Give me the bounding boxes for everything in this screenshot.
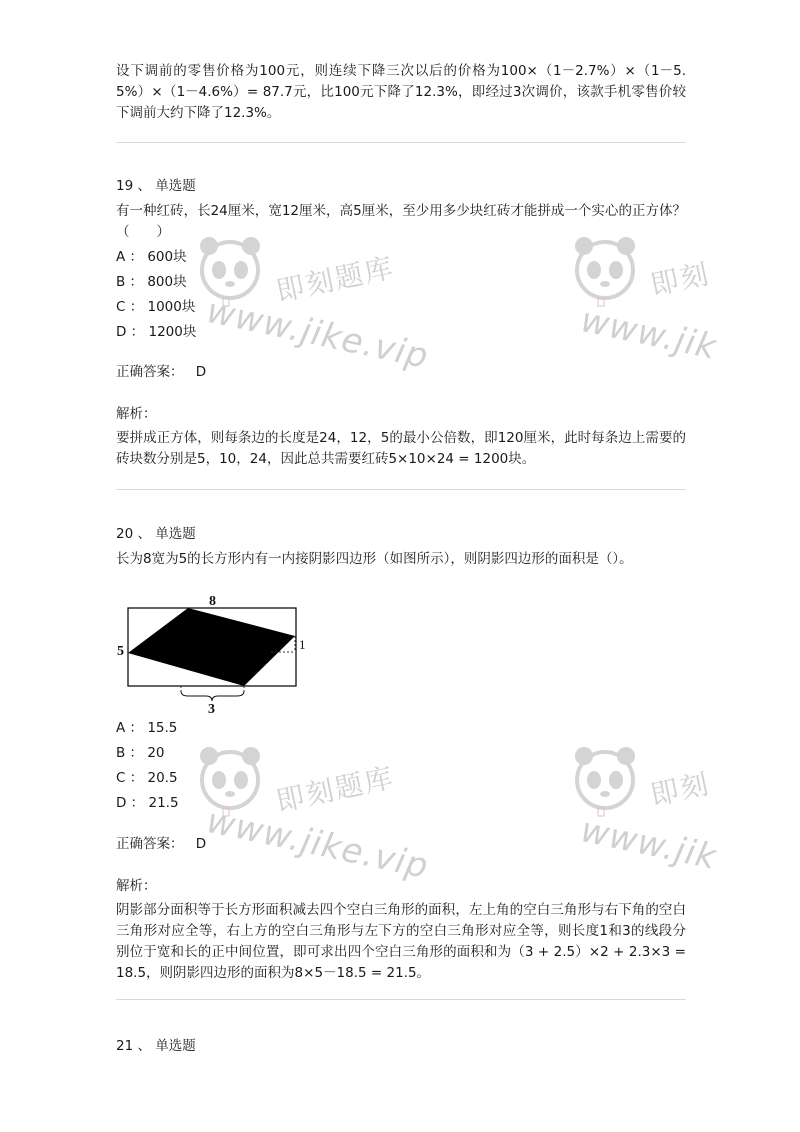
label-right: 1 (299, 637, 306, 652)
q19-answer (116, 362, 206, 382)
q19-header: 19 、 单选题 (116, 178, 196, 194)
watermark-cn-text: 即刻 (647, 767, 714, 812)
q20-option-b[interactable]: B ： 20 (116, 745, 165, 761)
watermark-1 (195, 232, 455, 382)
answer-value: D (195, 836, 207, 852)
q19-options (116, 247, 196, 347)
label-bottom: 3 (208, 702, 215, 717)
q19-option-a[interactable]: A ： 600块 (116, 249, 187, 265)
divider (116, 489, 686, 490)
answer-value: D (195, 364, 207, 380)
watermark-4 (570, 742, 800, 892)
bottom-brace (181, 691, 244, 701)
watermark-3 (195, 742, 455, 892)
divider (116, 142, 686, 143)
answer-label: 正确答案： (116, 836, 184, 852)
watermark-cn-text: 即刻 (647, 257, 714, 302)
q20-header: 20 、 单选题 (116, 526, 196, 542)
q20-analysis-label: 解析： (116, 878, 157, 894)
watermark-en-text: www.jik (577, 810, 721, 878)
answer-label: 正确答案： (116, 364, 184, 380)
q20-options (116, 718, 179, 818)
q20-option-c[interactable]: C ： 20.5 (116, 770, 178, 786)
panda-logo-icon (195, 742, 265, 822)
q20-analysis: 阴影部分面积等于长方形面积减去四个空白三角形的面积，左上角的空白三角形与右下角的空白三角形对应全等，右上方的空白三角形与左下方的空白三角形对应全等，则长度1和3的线段分别位于宽和长的正中间位置，即可求出四个空白三角形的面积和为（3 + 2.5）×2 + 2.3×3 = 18.5，则阴影四边形的面积为8×5－18.5 = 21.5。 (116, 902, 686, 981)
watermark-cn-text: 即刻题库 (273, 760, 398, 819)
label-top: 8 (209, 595, 216, 609)
watermark-en-text: www.jike.vip (203, 290, 433, 378)
q20-stem: 长为8宽为5的长方形内有一内接阴影四边形（如图所示），则阴影四边形的面积是（）。 (116, 551, 633, 567)
panda-logo-icon (195, 232, 265, 312)
q19-option-d[interactable]: D ： 1200块 (116, 324, 197, 340)
label-left: 5 (117, 644, 124, 659)
watermark-en-text: www.jik (577, 300, 721, 368)
q19-option-c[interactable]: C ： 1000块 (116, 299, 196, 315)
q21-header: 21 、 单选题 (116, 1038, 196, 1054)
q20-figure (116, 595, 316, 717)
watermark-cn-text: 即刻题库 (273, 250, 398, 309)
q19-analysis-label: 解析： (116, 406, 157, 422)
q19-analysis: 要拼成正方体，则每条边的长度是24，12，5的最小公倍数，即120厘米，此时每条边上需要的砖块数分别是5，10，24，因此总共需要红砖5×10×24 = 1200块。 (116, 430, 686, 467)
q18-analysis-tail: 设下调前的零售价格为100元，则连续下降三次以后的价格为100×（1－2.7%）×（1－5.5%）×（1－4.6%）= 87.7元，比100元下降了12.3%，即经过3次调价，该款手机零售价较下调前大约下降了12.3%。 (116, 63, 686, 121)
q20-answer (116, 834, 206, 854)
shaded-quadrilateral (128, 608, 295, 686)
q19-stem: 有一种红砖，长24厘米，宽12厘米，高5厘米，至少用多少块红砖才能拼成一个实心的正方体？（ ） (116, 203, 686, 240)
watermark-en-text: www.jike.vip (203, 800, 433, 888)
q20-option-a[interactable]: A ： 15.5 (116, 720, 178, 736)
divider (116, 999, 686, 1000)
watermark-2 (570, 232, 800, 382)
q20-option-d[interactable]: D ： 21.5 (116, 795, 179, 811)
panda-logo-icon (570, 232, 640, 312)
panda-logo-icon (570, 742, 640, 822)
q19-option-b[interactable]: B ： 800块 (116, 274, 187, 290)
